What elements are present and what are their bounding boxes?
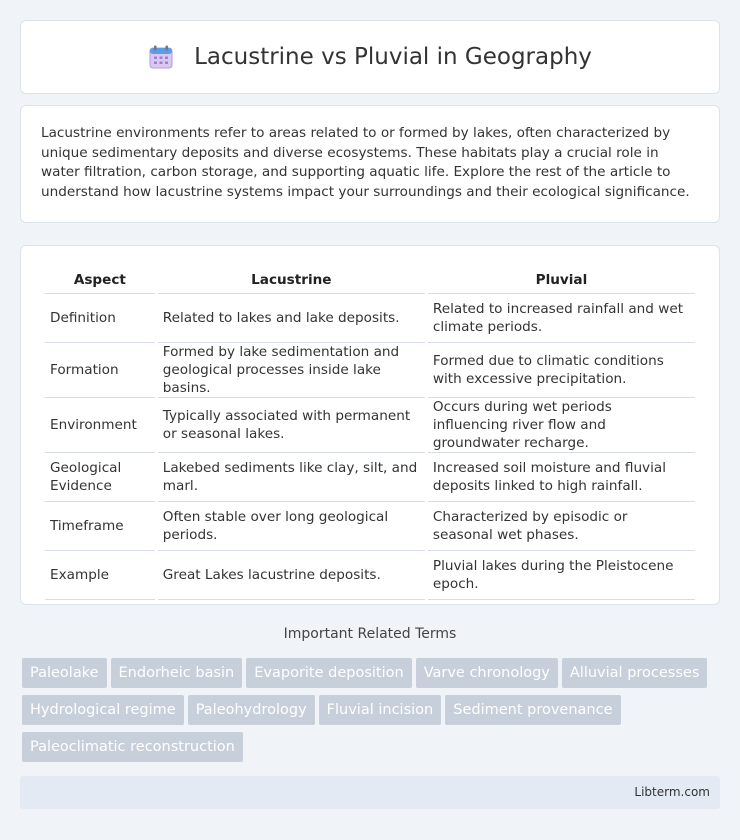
table-header-row — [45, 266, 695, 294]
table-cell: Formed due to climatic conditions with excessive precipitation. — [428, 343, 695, 398]
table-cell: Typically associated with permanent or seasonal lakes. — [158, 398, 425, 453]
table-cell: Great Lakes lacustrine deposits. — [158, 551, 425, 600]
related-terms-heading: Important Related Terms — [283, 626, 457, 642]
related-term-tag[interactable]: Paleoclimatic reconstruction — [22, 732, 243, 762]
related-term-tag[interactable]: Varve chronology — [416, 658, 558, 688]
table-row — [45, 502, 695, 551]
intro-card — [20, 105, 720, 223]
table-cell: Pluvial lakes during the Pleistocene epoch. — [428, 551, 695, 600]
calendar-icon — [148, 44, 174, 70]
table-row — [45, 453, 695, 502]
table-cell: Definition — [45, 294, 155, 343]
title-card — [20, 20, 720, 94]
page-title: Lacustrine vs Pluvial in Geography — [194, 44, 592, 70]
comparison-table — [42, 266, 698, 600]
column-header-aspect: Aspect — [45, 266, 155, 294]
table-cell: Formed by lake sedimentation and geological processes inside lake basins. — [158, 343, 425, 398]
table-cell: Related to lakes and lake deposits. — [158, 294, 425, 343]
table-cell: Example — [45, 551, 155, 600]
table-cell: Formation — [45, 343, 155, 398]
table-cell: Increased soil moisture and fluvial deposits linked to high rainfall. — [428, 453, 695, 502]
column-header-pluvial: Pluvial — [428, 266, 695, 294]
related-term-tag[interactable]: Sediment provenance — [445, 695, 620, 725]
table-cell: Often stable over long geological periods. — [158, 502, 425, 551]
table-cell: Environment — [45, 398, 155, 453]
related-term-tag[interactable]: Paleolake — [22, 658, 107, 688]
related-term-tag[interactable]: Evaporite deposition — [246, 658, 411, 688]
footer — [20, 776, 720, 809]
related-term-tag[interactable]: Paleohydrology — [188, 695, 315, 725]
table-row — [45, 294, 695, 343]
table-row — [45, 398, 695, 453]
intro-paragraph: Lacustrine environments refer to areas related to or formed by lakes, often characterized by unique sedimentary deposits and diverse ecosystems. These habitats play a crucial role in water filtration, carbon storage, and supporting aquatic life. Explore the rest of the article to understand how lacustrine systems impact your surroundings and their ecological significance. — [41, 125, 690, 200]
column-header-lacustrine: Lacustrine — [158, 266, 425, 294]
table-cell: Geological Evidence — [45, 453, 155, 502]
table-row — [45, 551, 695, 600]
related-term-tag[interactable]: Alluvial processes — [562, 658, 708, 688]
related-terms-list — [22, 658, 722, 769]
table-cell: Lakebed sediments like clay, silt, and marl. — [158, 453, 425, 502]
table-cell: Related to increased rainfall and wet climate periods. — [428, 294, 695, 343]
table-cell: Timeframe — [45, 502, 155, 551]
related-term-tag[interactable]: Hydrological regime — [22, 695, 184, 725]
related-term-tag[interactable]: Fluvial incision — [319, 695, 442, 725]
footer-site-link[interactable]: Libterm.com — [634, 785, 710, 799]
table-cell: Occurs during wet periods influencing river flow and groundwater recharge. — [428, 398, 695, 453]
table-cell: Characterized by episodic or seasonal wet phases. — [428, 502, 695, 551]
table-row — [45, 343, 695, 398]
comparison-table-card — [20, 245, 720, 605]
related-term-tag[interactable]: Endorheic basin — [111, 658, 243, 688]
